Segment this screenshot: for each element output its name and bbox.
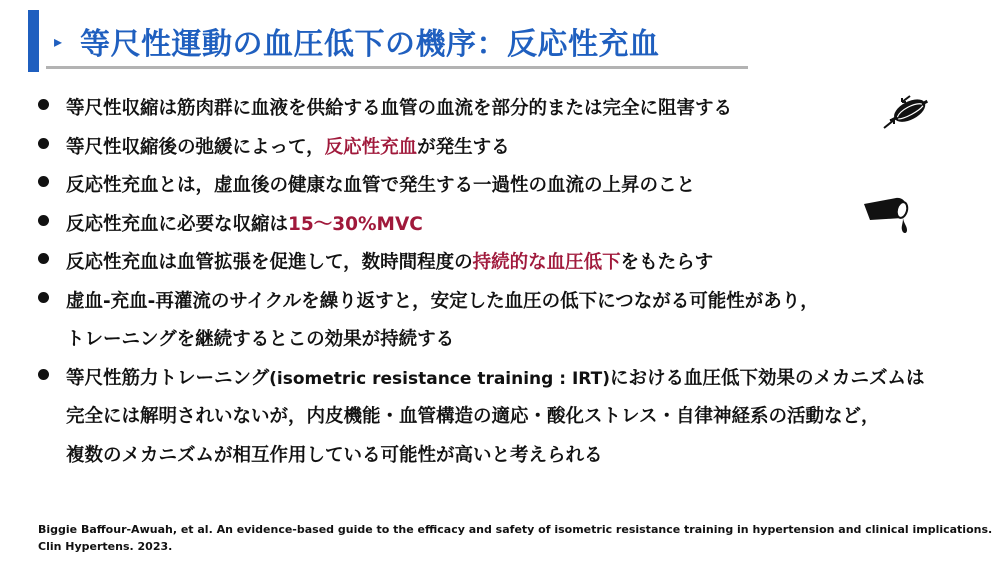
bullet-text: 等尺性収縮後の弛緩によって，反応性充血が発生する: [66, 136, 510, 158]
title-accent-bar: [28, 10, 39, 72]
bullet-text: 虚血-充血-再灌流のサイクルを繰り返すと，安定した血圧の低下につながる可能性があり，: [66, 290, 819, 312]
bullet-text: 等尺性収縮は筋肉群に血液を供給する血管の血流を部分的または完全に阻害する: [66, 98, 733, 119]
bullet-text: 反応性充血とは，虚血後の健康な血管で発生する一過性の血流の上昇のこと: [66, 175, 696, 196]
bullet-item: [38, 283, 968, 360]
title-text: 等尺性運動の血圧低下の機序：反応性充血: [80, 27, 660, 62]
bullet-item: [38, 206, 968, 245]
bullet-dot: [38, 292, 49, 303]
bullet-item: [38, 167, 968, 206]
bullet-text-continued: 複数のメカニズムが相互作用している可能性が高いと考えられる: [66, 444, 603, 466]
bullet-dot: [38, 369, 49, 380]
bullet-dot: [38, 99, 49, 110]
bullet-item: [38, 90, 968, 129]
bullet-dot: [38, 215, 49, 226]
reference-line: Biggie Baffour-Awuah, et al. An evidence-based guide to the efficacy and safety of isometric resistance training in hypertension and clinical implications.: [38, 523, 993, 536]
muscle-icon: [880, 92, 934, 132]
bullet-text-continued: トレーニングを継続するとこの効果が持続する: [66, 329, 455, 350]
highlight-text: 反応性充血: [324, 136, 418, 158]
slide-title: [54, 14, 740, 68]
bullet-item: [38, 129, 968, 168]
bullet-text: 等尺性筋力トレーニング(isometric resistance training : IRT)における血圧低下効果のメカニズムは: [66, 367, 925, 389]
title-arrow-icon: ▸: [54, 31, 63, 51]
reference-line: Clin Hypertens. 2023.: [38, 540, 173, 553]
bullet-list: [38, 90, 968, 475]
highlight-text: 15～30%MVC: [288, 213, 423, 235]
title-underline: [46, 66, 748, 69]
bullet-dot: [38, 253, 49, 264]
bullet-text: 反応性充血は血管拡張を促進して，数時間程度の持続的な血圧低下をもたらす: [66, 252, 714, 273]
bullet-item: [38, 244, 968, 283]
bullet-text: 反応性充血に必要な収縮は15～30%MVC: [66, 213, 423, 235]
bullet-text-continued: 完全には解明されいないが，内皮機能・血管構造の適応・酸化ストレス・自律神経系の活動など，: [66, 406, 880, 427]
bullet-item: [38, 360, 968, 476]
blood-vessel-icon: [862, 196, 922, 238]
bullet-dot: [38, 138, 49, 149]
bullet-dot: [38, 176, 49, 187]
reference-citation: [38, 521, 992, 555]
highlight-text: 持続的な血圧低下: [472, 252, 621, 273]
